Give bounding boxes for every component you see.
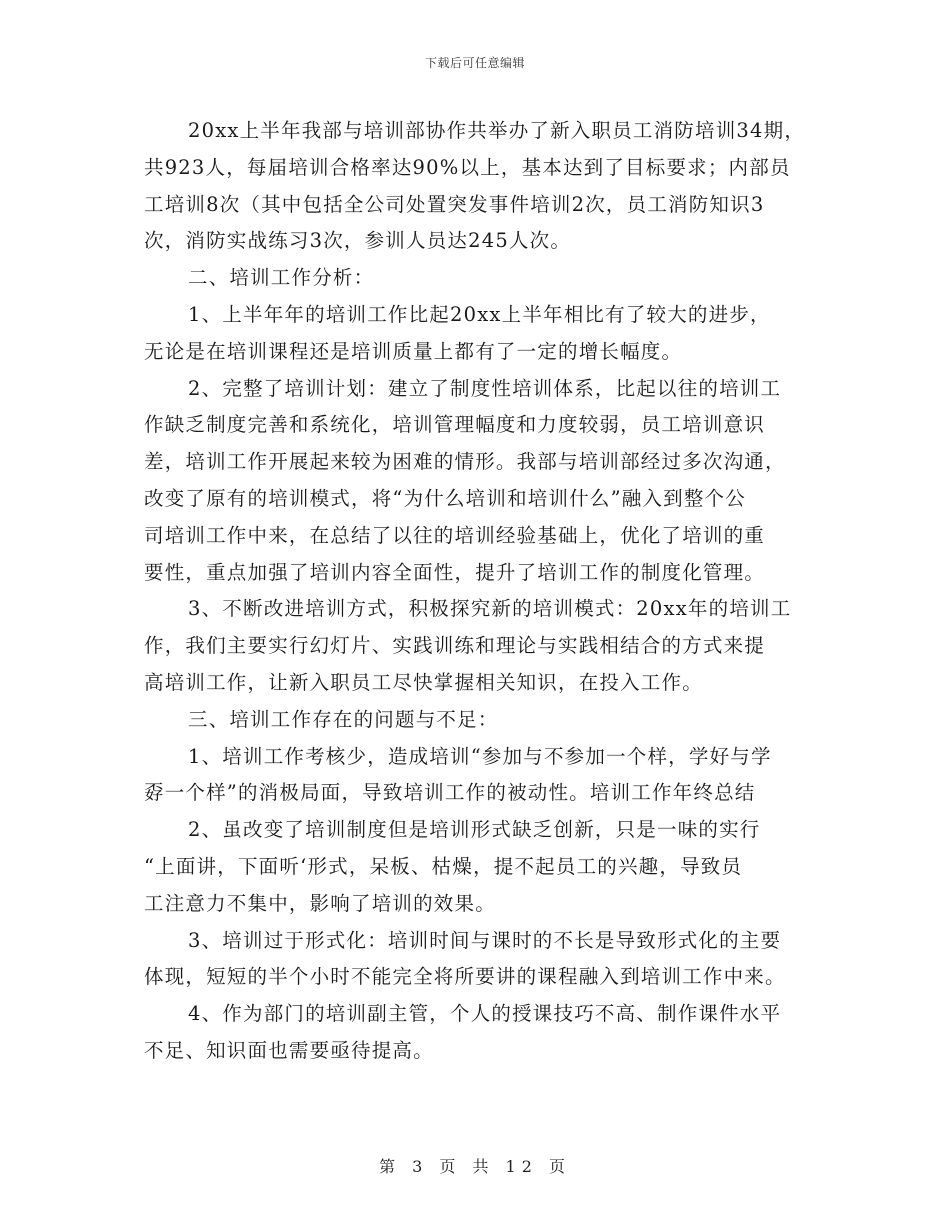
paragraph-line: 1、上半年年的培训工作比起20xx上半年相比有了较大的进步， (188, 302, 771, 326)
paragraph-line: “上面讲，下面听‘形式，呆板、枯燥，提不起员工的兴趣，导致员 (144, 854, 743, 878)
paragraph-line: 作，我们主要实行幻灯片、实践训练和理论与实践相结合的方式来提 (144, 634, 766, 658)
paragraph-line: 不足、知识面也需要亟待提高。 (144, 1038, 434, 1062)
paragraph-line: 要性，重点加强了培训内容全面性，提升了培训工作的制度化管理。 (144, 560, 766, 584)
section-heading: 二、培训工作分析： (188, 266, 375, 290)
paragraph-line: 高培训工作，让新入职员工尽快掌握相关知识，在投入工作。 (144, 670, 703, 694)
paragraph-line: 工培训8次（其中包括全公司处置突发事件培训2次，员工消防知识3 (144, 192, 765, 216)
paragraph-line: 2、虽改变了培训制度但是培训形式缺乏创新，只是一味的实行 (188, 818, 761, 842)
paragraph-line: 次，消防实战练习3次，参训人员达245人次。 (144, 229, 572, 253)
paragraph-line: 无论是在培训课程还是培训质量上都有了一定的增长幅度。 (144, 339, 683, 363)
page-number-footer: 第 3 页 共 12 页 (379, 1157, 571, 1176)
header-note: 下载后可任意编辑 (424, 56, 525, 70)
paragraph-line: 工注意力不集中，影响了培训的效果。 (144, 891, 496, 915)
paragraph-line: 20xx上半年我部与培训部协作共举办了新入职员工消防培训34期， (188, 119, 806, 142)
section-heading: 三、培训工作存在的问题与不足： (188, 707, 499, 731)
paragraph-line: 1、培训工作考核少，造成培训“参加与不参加一个样，学好与学 (188, 744, 772, 768)
paragraph-line: 2、完整了培训计划：建立了制度性培训体系，比起以往的培训工 (188, 376, 782, 400)
paragraph-line: 作缺乏制度完善和系统化，培训管理幅度和力度较弱，员工培训意识 (144, 413, 766, 437)
paragraph-line: 3、不断改进培训方式，积极探究新的培训模式：20xx年的培训工 (188, 597, 792, 621)
document-body (144, 113, 814, 1070)
paragraph-line: 改变了原有的培训模式，将“为什么培训和培训什么”融入到整个公 (144, 486, 746, 510)
paragraph-line: 司培训工作中来，在总结了以往的培训经验基础上，优化了培训的重 (144, 523, 766, 547)
paragraph-line: 共923人，每届培训合格率达90%以上，基本达到了目标要求；内部员 (144, 155, 791, 179)
paragraph-line: 体现，短短的半个小时不能完全将所要讲的课程融入到培训工作中来。 (144, 965, 786, 989)
paragraph-line: 4、作为部门的培训副主管，个人的授课技巧不高、制作课件水平 (188, 1002, 782, 1026)
paragraph-line: 孬一个样”的消极局面，导致培训工作的被动性。培训工作年终总结 (144, 781, 756, 805)
paragraph-line: 3、培训过于形式化：培训时间与课时的不长是导致形式化的主要 (188, 928, 782, 952)
paragraph-line: 差，培训工作开展起来较为困难的情形。我部与培训部经过多次沟通， (144, 450, 786, 474)
